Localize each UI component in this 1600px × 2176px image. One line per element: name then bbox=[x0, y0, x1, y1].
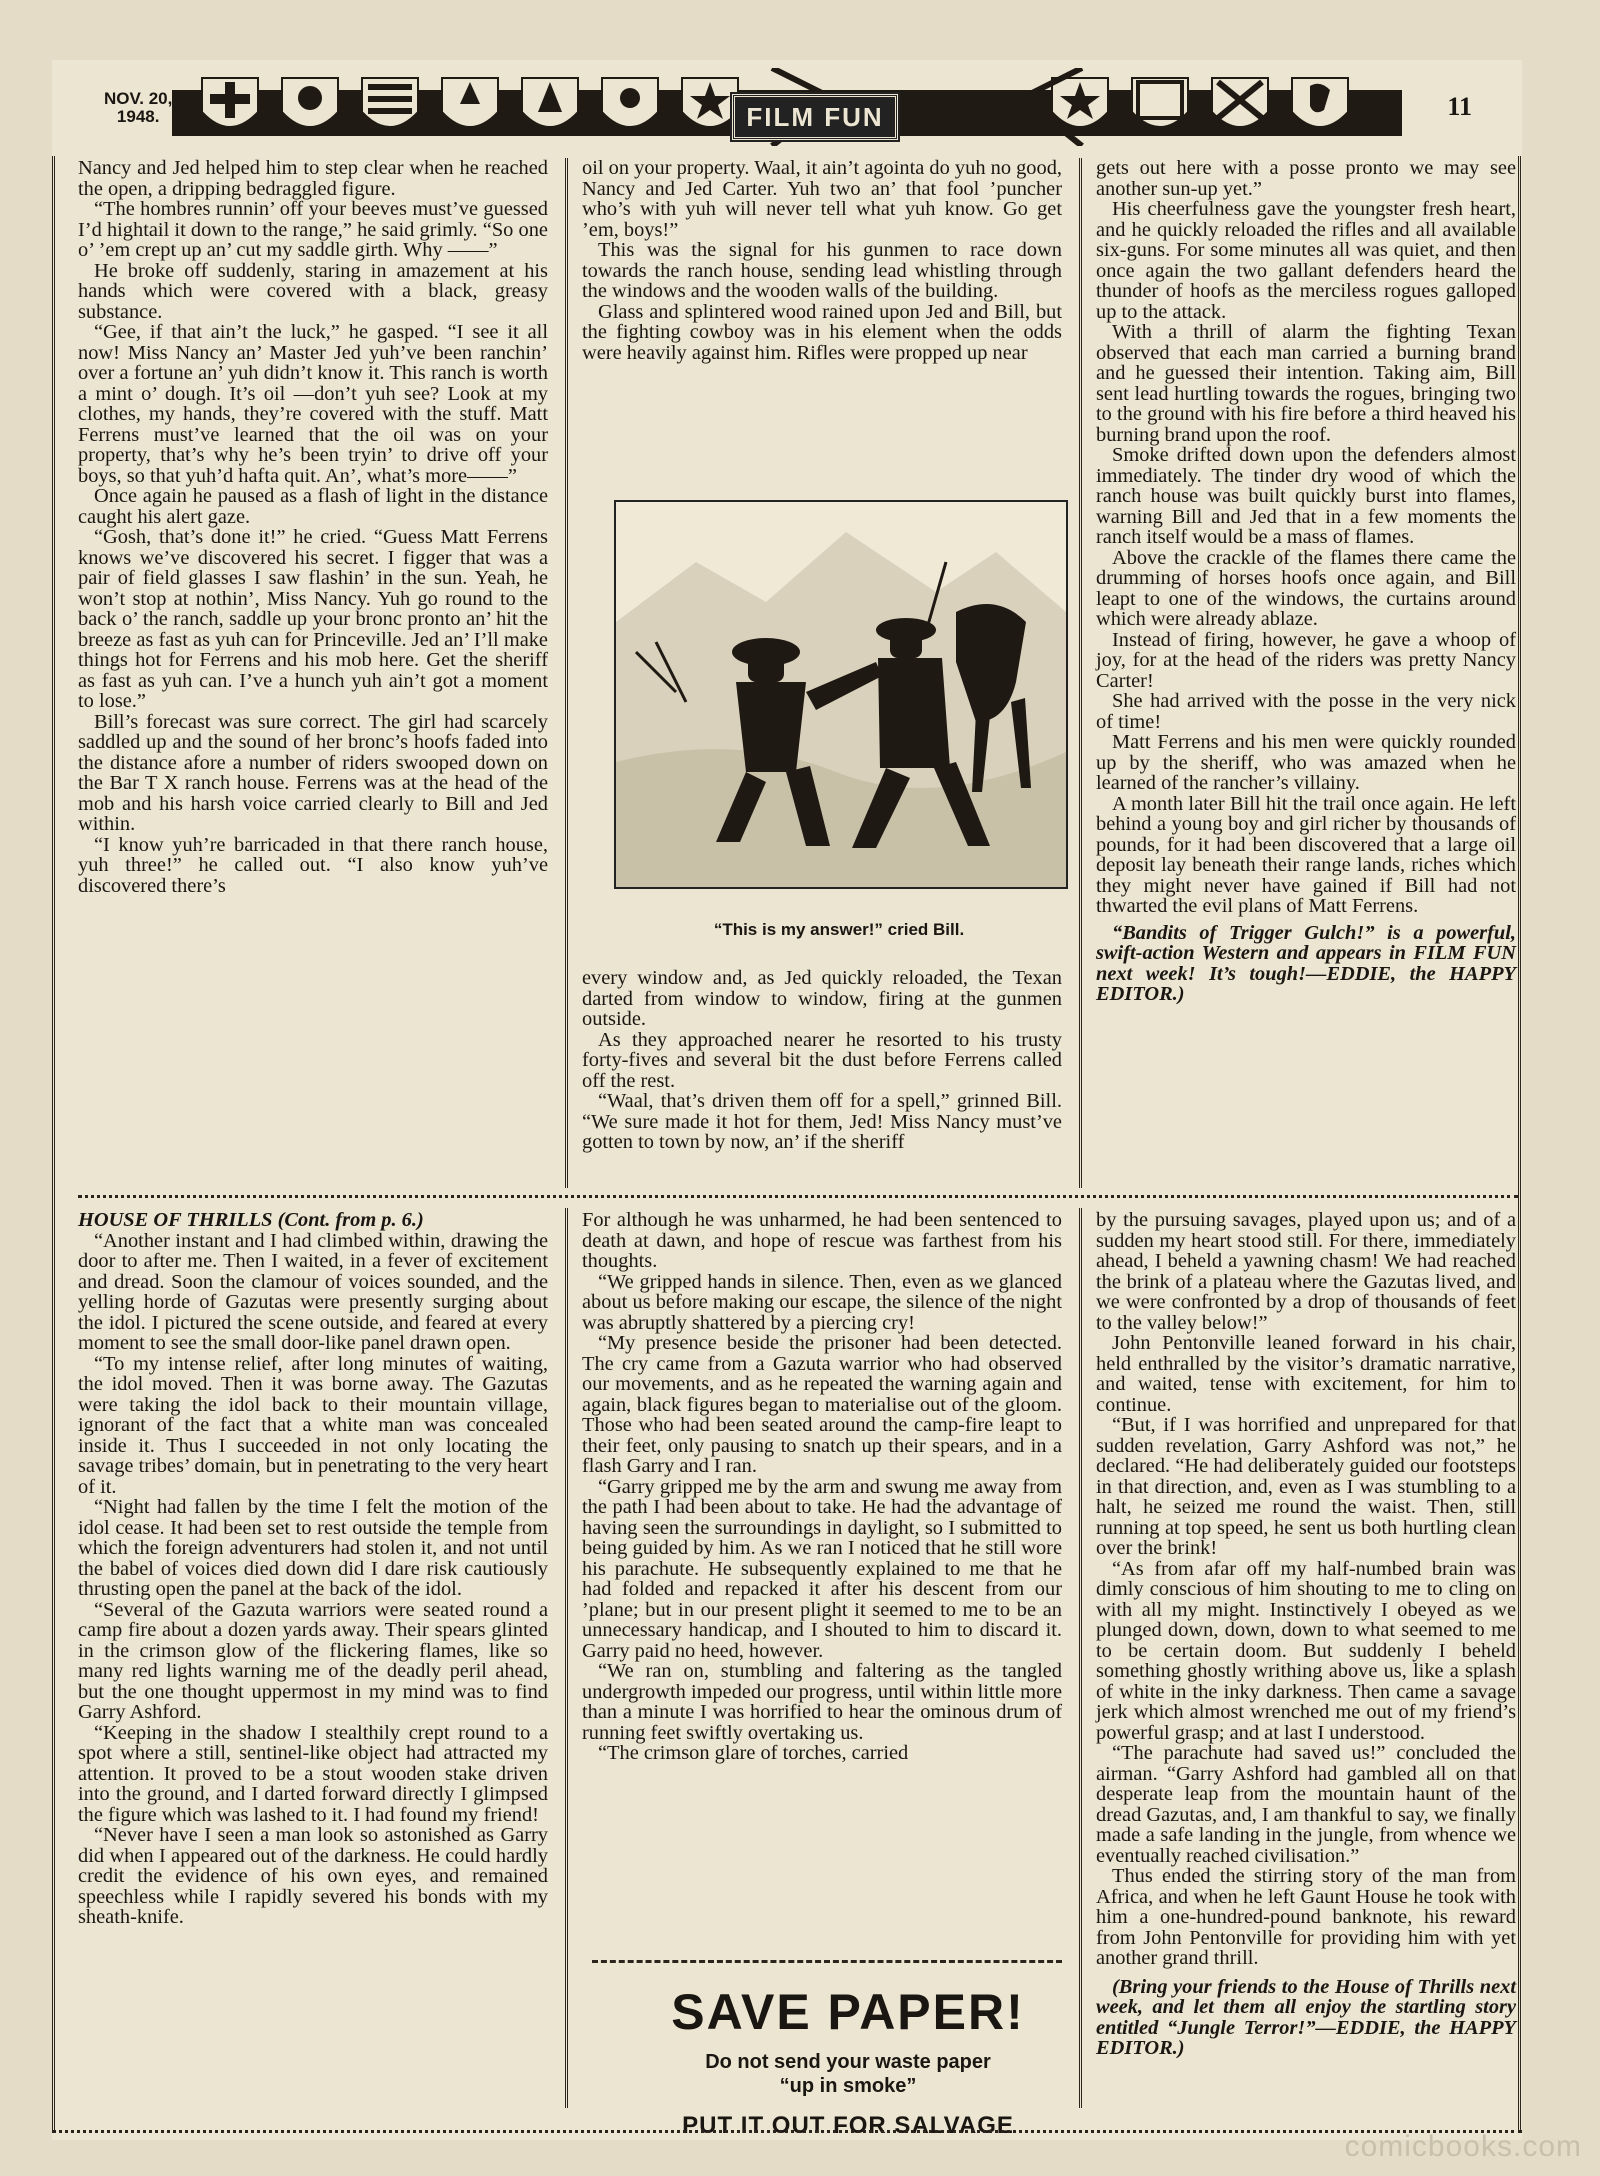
paragraph: As they approached nearer he resorted to his trusty forty-fives and several bit the dust before Ferrens called off the rest. bbox=[582, 1028, 1062, 1092]
ad-line-2: “up in smoke” bbox=[779, 2075, 917, 2097]
paragraph: “The crimson glare of torches, carried bbox=[598, 1742, 909, 1764]
issue-date-year: 1948. bbox=[116, 107, 160, 126]
column-divider bbox=[565, 158, 568, 1188]
bottom-story-column-1 bbox=[78, 1210, 548, 1928]
paragraph: gets out here with a posse pronto we may see another sun-up yet.” bbox=[1096, 157, 1516, 200]
illustration-caption: “This is my answer!” cried Bill. bbox=[713, 920, 965, 939]
paragraph: “The hombres runnin’ off your beeves must’ve guessed I’d hightail it down to the range,” he said grimly. “So one o’ ’em crept up an’ cut my saddle girth. Why ——” bbox=[78, 198, 548, 261]
page-right-border bbox=[1518, 156, 1521, 2130]
paragraph: Nancy and Jed helped him to step clear when he reached the open, a dripping bedraggled figure. bbox=[78, 157, 548, 200]
paragraph: “Gosh, that’s done it!” he cried. “Guess Matt Ferrens knows we’ve discovered his secret. I figger that was a pair of field glasses I saw flashin’ in the sun. Yeah, he won’t stop at nothin’, Miss Nancy. Yuh go round to the back o’ the ranch, saddle up your bronc pronto an’ hit the breeze as fast as yuh can for Princeville. Jed an’ I’ll make things hot for Ferrens and his mob here. Get the sheriff as fast as yuh can. I’ve a hunch yuh ain’t got a moment to lose.” bbox=[78, 526, 548, 712]
paragraph: “Several of the Gazuta warriors were seated round a camp fire about a dozen yards away. Their spears glinted in the crimson glow of the flickering flames, like so many red lights warning me of the deadly peril ahead, but the one thought uppermost in my mind was to find Garry Ashford. bbox=[78, 1598, 548, 1723]
section-heading: HOUSE OF THRILLS (Cont. from p. 6.) bbox=[78, 1209, 424, 1231]
next-week-note: (Bring your friends to the House of Thrills next week, and let them all enjoy the startling story entitled “Jungle Terror!”—EDDIE, the HAPPY EDITOR.) bbox=[1096, 1975, 1516, 2059]
bottom-story-column-3 bbox=[1096, 1210, 1516, 2059]
ad-line-1: Do not send your waste paper bbox=[705, 2051, 991, 2073]
top-story-column-3 bbox=[1096, 158, 1516, 1005]
paragraph: Glass and splintered wood rained upon Jed and Bill, but the fighting cowboy was in his element when the odds were heavily against him. Rifles were propped up near bbox=[582, 300, 1062, 364]
paragraph: oil on your property. Waal, it ain’t agointa do yuh no good, Nancy and Jed Carter. Yuh two an’ that fool ’puncher who’s with yuh will never tell what yuh know. Go get ’em, boys!” bbox=[582, 157, 1062, 241]
paragraph: “I know yuh’re barricaded in that there ranch house, yuh three!” he called out. “I also know yuh’ve discovered there’s bbox=[78, 833, 548, 897]
issue-date-day: NOV. 20, bbox=[104, 89, 173, 108]
magazine-page bbox=[52, 60, 1522, 2140]
paragraph: “As from afar off my half-numbed brain was dimly conscious of him shouting to me to cling on with all my might. Instinctively I obeyed as we plunged down, down, down to what seemed to me to be certain doom. But suddenly I beheld something ghostly writhing above us, like a splash of white in the inky darkness. Then came a savage jerk which almost wrenched me out of my friend’s powerful grasp; and at last I understood. bbox=[1096, 1557, 1516, 1744]
column-divider bbox=[1079, 158, 1082, 1188]
paragraph: “But, if I was horrified and unprepared for that sudden revelation, Garry Ashford was not,” he declared. “He had deliberately guided our footsteps in that direction, and, even as I was stumbling to a halt, he seized me round the waist. Then, still running at top speed, he sent us both hurtling clean over the brink! bbox=[1096, 1414, 1516, 1559]
paragraph: He broke off suddenly, staring in amazement at his hands which were covered with a black, greasy substance. bbox=[78, 259, 548, 323]
ad-footer: PUT IT OUT FOR SALVAGE bbox=[682, 2112, 1014, 2139]
magazine-title: FILM FUN bbox=[732, 94, 898, 140]
top-story-column-2-lower bbox=[582, 968, 1062, 1153]
paragraph: “Never have I seen a man look so astonished as Garry did when I appeared out of the darkness. He could hardly credit the evidence of his own eyes, and remained speechless while I rapidly severed his bonds with my sheath-knife. bbox=[78, 1824, 548, 1928]
watermark: comicbooks.com bbox=[1344, 2130, 1582, 2163]
ad-top-border bbox=[592, 1960, 1062, 1963]
page-number: 11 bbox=[1447, 92, 1472, 121]
paragraph: Once again he paused as a flash of light in the distance caught his alert gaze. bbox=[78, 485, 548, 528]
issue-date bbox=[104, 90, 172, 126]
paragraph: A month later Bill hit the trail once again. He left behind a young boy and girl richer by thousands of pounds, for it had been discovered that a large oil deposit lay beneath their range lands, riches which they might never have gained if Bill had not thwarted the evil plans of Matt Ferrens. bbox=[1096, 792, 1516, 917]
paragraph: This was the signal for his gunmen to race down towards the ranch house, sending lead whistling through the windows and the wooden walls of the building. bbox=[582, 239, 1062, 302]
paragraph: She had arrived with the posse in the very nick of time! bbox=[1096, 690, 1516, 733]
paragraph: For although he was unharmed, he had been sentenced to death at dawn, and hope of rescue was farthest from his thoughts. bbox=[582, 1209, 1062, 1272]
paragraph: “To my intense relief, after long minutes of waiting, the idol moved. Then it was borne away. The Gazutas were taking the idol back to their mountain village, ignorant of the fact that a white man was concealed inside it. Thus I succeeded in not only locating the savage tribes’ domain, but in penetrating to the very heart of it. bbox=[78, 1352, 548, 1498]
column-divider bbox=[565, 1208, 568, 2108]
paragraph: Thus ended the stirring story of the man from Africa, and when he left Gaunt House he took with him a one-hundred-pound banknote, his reward from John Pentonville for providing him with yet another grand thrill. bbox=[1096, 1865, 1516, 1969]
bottom-story-column-2 bbox=[582, 1210, 1062, 1764]
top-story-column-1 bbox=[78, 158, 548, 896]
paragraph: “Gee, if that ain’t the luck,” he gasped. “I see it all now! Miss Nancy an’ Master Jed yuh’ve been ranchin’ over a fortune an’ yuh didn’t know it. This ranch is worth a mint o’ dough. It’s oil —don’t yuh see? Look at my clothes, my hands, they’re covered with the stuff. Matt Ferrens must’ve learned that the oil was on your property, that’s why he’s been tryin’ to drive off your boys, so that yuh’d hafta quit. An’, what’s more——” bbox=[78, 321, 548, 487]
paragraph: Smoke drifted down upon the defenders almost immediately. The tinder dry wood of which the ranch house was built quickly burst into flames, warning Bill and Jed that in a few moments the ranch itself would be a mass of flames. bbox=[1096, 444, 1516, 548]
top-story-column-2-upper bbox=[582, 158, 1062, 363]
paragraph: “Garry gripped me by the arm and swung me away from the path I had been about to take. He had the advantage of having seen the surroundings in daylight, so I submitted to being guided by him. As we ran I noticed that he still wore his parachute. He subsequently explained to me that he had folded and repacked it after his descent from our ’plane; but in our present plight it seemed to me to be an unnecessary handicap, and I shouted to him to discard it. Garry paid no heed, however. bbox=[582, 1475, 1062, 1662]
paragraph: John Pentonville leaned forward in his chair, held enthralled by the visitor’s dramatic narrative, and waited, tense with excitement, for him to continue. bbox=[1096, 1332, 1516, 1416]
paragraph: “Another instant and I had climbed within, drawing the door to after me. Then I waited, in a fever of excitement and dread. Soon the clamour of voices sounded, and the yelling horde of Gazutas were presently surging about the idol. I pictured the scene outside, and feared at every moment to see the small door-like panel drawn open. bbox=[78, 1229, 548, 1354]
paragraph: “Keeping in the shadow I stealthily crept round to a spot where a still, sentinel-like object had attracted my attention. It proved to be a stout wooden stake driven into the ground, and I darted forward directly I glimpsed the figure which was lashed to it. I had found my friend! bbox=[78, 1721, 548, 1826]
paragraph: “The parachute had saved us!” concluded the airman. “Garry Ashford had gambled all on that desperate leap from the mountain haunt of the dread Gazutas, and, I am thankful to say, we finally made a safe landing in the jungle, from whence we eventually reached civilisation.” bbox=[1096, 1742, 1516, 1867]
story-illustration bbox=[614, 500, 1068, 889]
paragraph: “We ran on, stumbling and faltering as the tangled undergrowth impeded our progress, until within little more than a minute I was horrified to hear the ominous drum of running feet swiftly overtaking us. bbox=[582, 1660, 1062, 1744]
masthead bbox=[52, 60, 1522, 156]
next-week-note: “Bandits of Trigger Gulch!” is a powerful, swift-action Western and appears in FILM FUN next week! It’s tough!—EDDIE, the HAPPY EDITOR.) bbox=[1096, 921, 1516, 1005]
paragraph: Instead of firing, however, he gave a whoop of joy, for at the head of the riders was pretty Nancy Carter! bbox=[1096, 628, 1516, 692]
save-paper-ad bbox=[618, 1984, 1078, 2140]
page-left-border bbox=[52, 156, 55, 2130]
paragraph: “We gripped hands in silence. Then, even as we glanced about us before making our escape, the silence of the night was abruptly shattered by a piercing cry! bbox=[582, 1270, 1062, 1334]
paragraph: “Waal, that’s driven them off for a spell,” grinned Bill. “We sure made it hot for them, Jed! Miss Nancy must’ve gotten to town by now, an’ if the sheriff bbox=[582, 1090, 1062, 1153]
section-separator bbox=[78, 1195, 1518, 1198]
paragraph: every window and, as Jed quickly reloaded, the Texan darted from window to window, firing at the gunmen outside. bbox=[582, 967, 1062, 1030]
page-bottom-border bbox=[52, 2130, 1522, 2133]
paragraph: by the pursuing savages, played upon us; and of a sudden my heart stood still. For there, immediately ahead, I beheld a yawning chasm! We had reached the brink of a plateau where the Gazutas lived, and we were confronted by a drop of thousands of feet to the valley below!” bbox=[1096, 1209, 1516, 1334]
paragraph: “My presence beside the prisoner had been detected. The cry came from a Gazuta warrior who had observed our movements, and as he repeated the warning again and again, black figures began to materialise out of the gloom. Those who had been seated around the camp-fire leapt to their feet, only pausing to snatch up their spears, and in a flash Garry and I ran. bbox=[582, 1332, 1062, 1477]
paragraph: Bill’s forecast was sure correct. The girl had scarcely saddled up and the sound of her bronc’s hoofs faded into the distance afore a number of riders swooped down on the Bar T X ranch house. Ferrens was at the head of the mob and his harsh voice carried clearly to Bill and Jed within. bbox=[78, 710, 548, 835]
column-divider bbox=[1079, 1208, 1082, 2108]
paragraph: Above the crackle of the flames there came the drumming of horses hoofs once again, and Bill leapt to one of the windows, the curtains around which were already ablaze. bbox=[1096, 546, 1516, 630]
ad-headline: SAVE PAPER! bbox=[671, 1984, 1025, 2040]
paragraph: Matt Ferrens and his men were quickly rounded up by the sheriff, who was amazed when he learned of the rancher’s villainy. bbox=[1096, 731, 1516, 794]
paragraph: With a thrill of alarm the fighting Texan observed that each man carried a burning brand and he guessed their intention. Taking aim, Bill sent lead hurtling towards the rogues, bringing two to the ground with his fire before a third heaved his burning brand upon the roof. bbox=[1096, 321, 1516, 446]
paragraph: His cheerfulness gave the youngster fresh heart, and he quickly reloaded the rifles and all available six-guns. For some minutes all was quiet, and then once again the two gallant defenders heard the thunder of hoofs as the merciless rogues galloped up to the attack. bbox=[1096, 198, 1516, 323]
paragraph: “Night had fallen by the time I felt the motion of the idol cease. It had been set to rest outside the temple from which the foreign adventurers had stolen it, and not until the babel of voices died down did I dare risk cautiously thrusting open the panel at the back of the idol. bbox=[78, 1496, 548, 1600]
